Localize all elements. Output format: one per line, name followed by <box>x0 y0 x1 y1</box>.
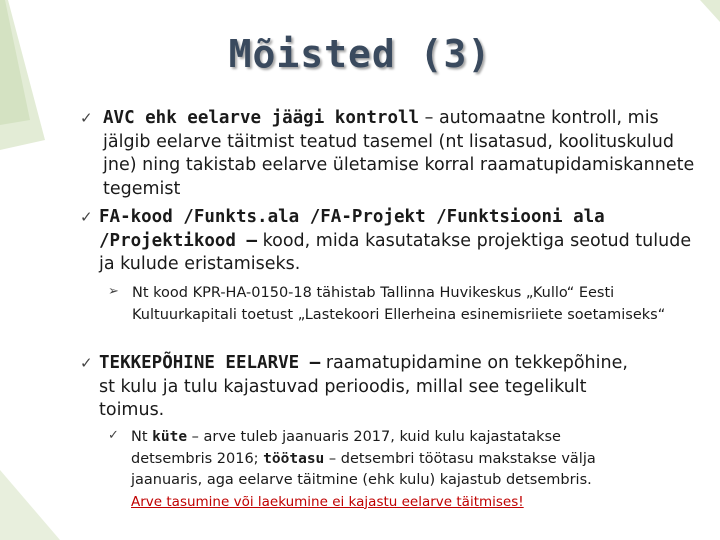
bullet-item-tekkepohine <box>80 352 640 423</box>
sub-text-part: Nt <box>131 429 153 445</box>
bullet-definition: raamatupidamine on tekkepõhine, st kulu ja tulu kajastuvad perioodis, millal see tegelikult toimus. <box>99 353 628 420</box>
check-icon: ✓ <box>80 208 93 226</box>
term-kyte: küte <box>152 429 188 445</box>
bullet-definition: – automaatne kontroll, mis jälgib eelarve täitmist teatud tasemel (nt lisatasud, koolituskulud jne) ning takistab eelarve ületamise korral raamatupidamiskannete tegemist <box>103 108 695 199</box>
bullet-item-avc <box>80 107 700 201</box>
check-icon: ✓ <box>108 428 119 443</box>
term-tootasu: töötasu <box>263 450 325 467</box>
page-title: Mõisted (3) <box>228 32 492 76</box>
bullet-term: AVC ehk eelarve jäägi kontroll <box>103 108 420 128</box>
warning-note: Arve tasumine või laekumine ei kajastu eelarve täitmises! <box>131 493 524 510</box>
arrow-icon: ➢ <box>108 284 119 299</box>
bullet-item-fa-kood <box>80 206 700 277</box>
sub-bullet-example-kyte <box>108 427 618 513</box>
bullet-definition: kood, mida kasutatakse projektiga seotud tulude ja kulude eristamiseks. <box>99 230 692 274</box>
sub-bullet-text <box>131 427 618 513</box>
bullet-text <box>103 107 700 201</box>
sub-bullet-text: Nt kood KPR-HA-0150-18 tähistab Tallinna Huvikeskus „Kullo“ Eesti Kultuurkapitali toetust „Lastekoori Ellerheina esinemisriiete soetamiseks“ <box>132 285 666 323</box>
check-icon: ✓ <box>80 354 93 372</box>
sub-text-part: – detsembri töötasu makstakse välja jaanuaris, aga eelarve täitmine (ehk kulu) kajastub detsembris. <box>131 450 596 488</box>
bullet-text <box>99 206 700 277</box>
bullet-text <box>99 352 640 423</box>
bullet-term: TEKKEPÕHINE EELARVE – <box>99 353 321 373</box>
bullet-term: FA-kood /Funkts.ala /FA-Projekt /Funktsiooni ala /Projektikood – <box>99 207 605 251</box>
sub-bullet-example-code <box>108 283 668 326</box>
check-icon: ✓ <box>80 109 93 127</box>
sub-text-part: – arve tuleb jaanuaris 2017, kuid kulu kajastatakse detsembris 2016; <box>131 429 561 467</box>
